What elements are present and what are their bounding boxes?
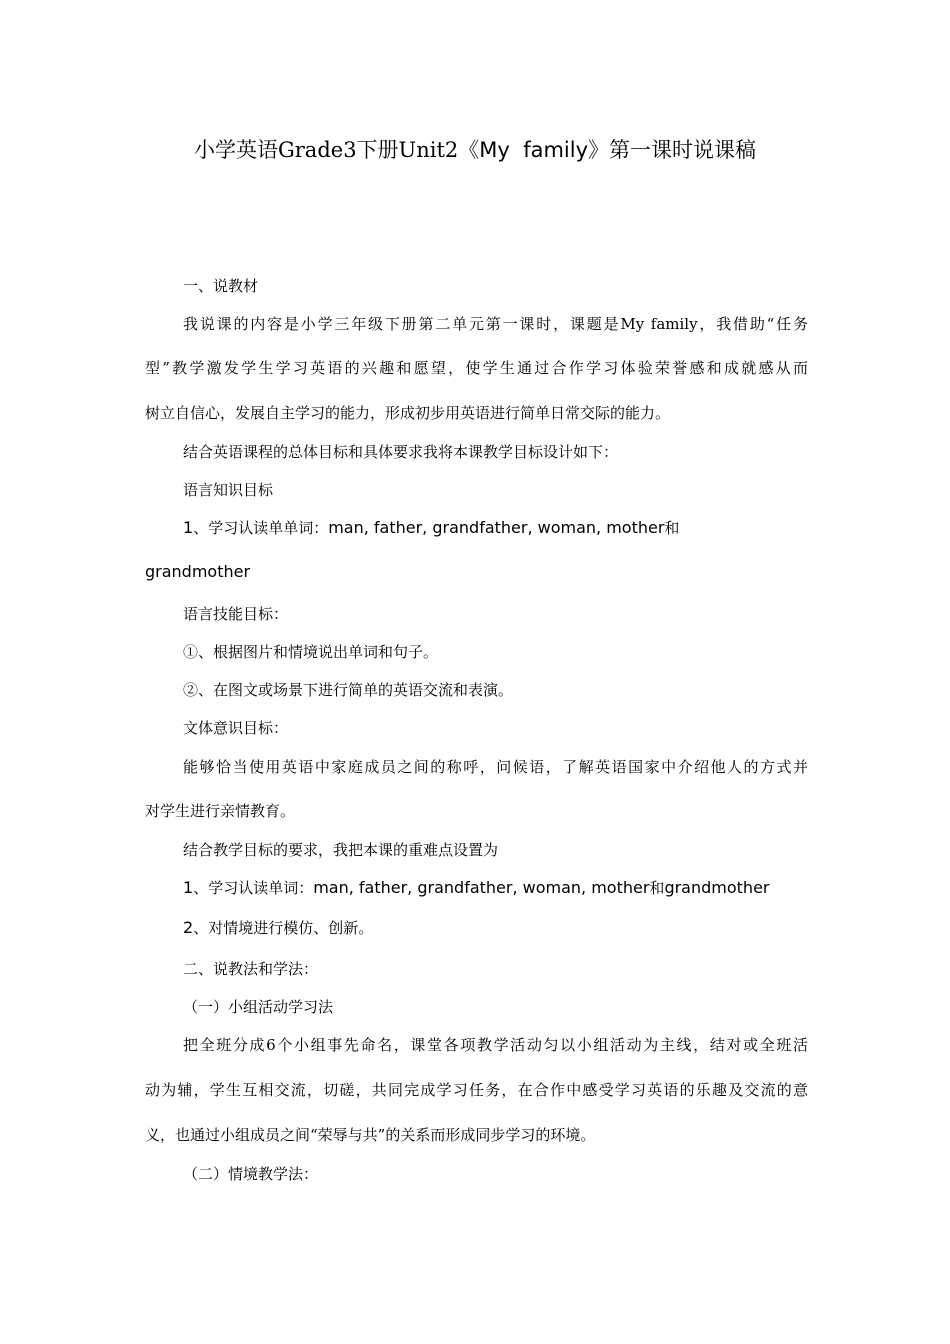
item-words: man, father, grandfather, woman, mother xyxy=(328,518,665,537)
document-title xyxy=(0,136,950,164)
item-text: 、学习认读单单词： xyxy=(193,519,329,537)
heading-section-1: 一、说教材 xyxy=(183,277,259,295)
key-point-item xyxy=(183,878,769,898)
heading-section-2: 二、说教法和学法： xyxy=(183,960,319,978)
item-words-end: grandmother xyxy=(664,878,770,897)
title-suffix: 》第一课时说课稿 xyxy=(588,138,757,162)
goal-item-continuation: grandmother xyxy=(145,562,251,581)
paragraph-line: 我说课的内容是小学三年级下册第二单元第一课时，课题是My family，我借助“任务 xyxy=(183,315,808,333)
paragraph-line: 树立自信心，发展自主学习的能力，形成初步用英语进行简单日常交际的能力。 xyxy=(145,404,671,422)
item-and: 和 xyxy=(664,519,680,537)
item-number: 1 xyxy=(183,518,194,537)
item-words: man, father, grandfather, woman, mother xyxy=(313,878,650,897)
item-text: 、学习认读单词： xyxy=(193,879,314,897)
paragraph-line: 结合教学目标的要求，我把本课的重难点设置为 xyxy=(183,841,499,859)
paragraph-line: 能够恰当使用英语中家庭成员之间的称呼，问候语，了解英语国家中介绍他人的方式并 xyxy=(183,758,808,776)
title-prefix: 小学英语Grade3下册Unit2《 xyxy=(193,138,480,162)
list-item: ①、根据图片和情境说出单词和句子。 xyxy=(183,643,439,661)
item-number: 1 xyxy=(183,878,194,897)
title-middle: My family xyxy=(479,138,589,162)
list-item: ②、在图文或场景下进行简单的英语交流和表演。 xyxy=(183,681,514,699)
subheading: 文体意识目标： xyxy=(183,719,289,737)
item-text: 、对情境进行模仿、创新。 xyxy=(193,919,374,937)
goal-item xyxy=(183,518,679,538)
paragraph-line: 把全班分成6个小组事先命名，课堂各项教学活动匀以小组活动为主线，结对或全班活 xyxy=(183,1036,808,1054)
subheading: 语言技能目标： xyxy=(183,605,289,623)
paragraph-line: 对学生进行亲情教育。 xyxy=(145,802,296,820)
key-point-item xyxy=(183,918,373,938)
paragraph-line: 结合英语课程的总体目标和具体要求我将本课教学目标设计如下： xyxy=(183,443,619,461)
subheading: （二）情境教学法： xyxy=(183,1165,319,1183)
item-number: 2 xyxy=(183,918,194,937)
subheading: 语言知识目标 xyxy=(183,481,274,499)
item-and: 和 xyxy=(649,879,665,897)
subheading: （一）小组活动学习法 xyxy=(183,998,334,1016)
paragraph-line: 义，也通过小组成员之间“荣辱与共”的关系而形成同步学习的环境。 xyxy=(145,1126,596,1144)
paragraph-line: 动为辅，学生互相交流，切磋，共同完成学习任务，在合作中感受学习英语的乐趣及交流的意 xyxy=(145,1081,808,1099)
paragraph-line: 型”教学激发学生学习英语的兴趣和愿望，使学生通过合作学习体验荣誉感和成就感从而 xyxy=(145,359,808,377)
